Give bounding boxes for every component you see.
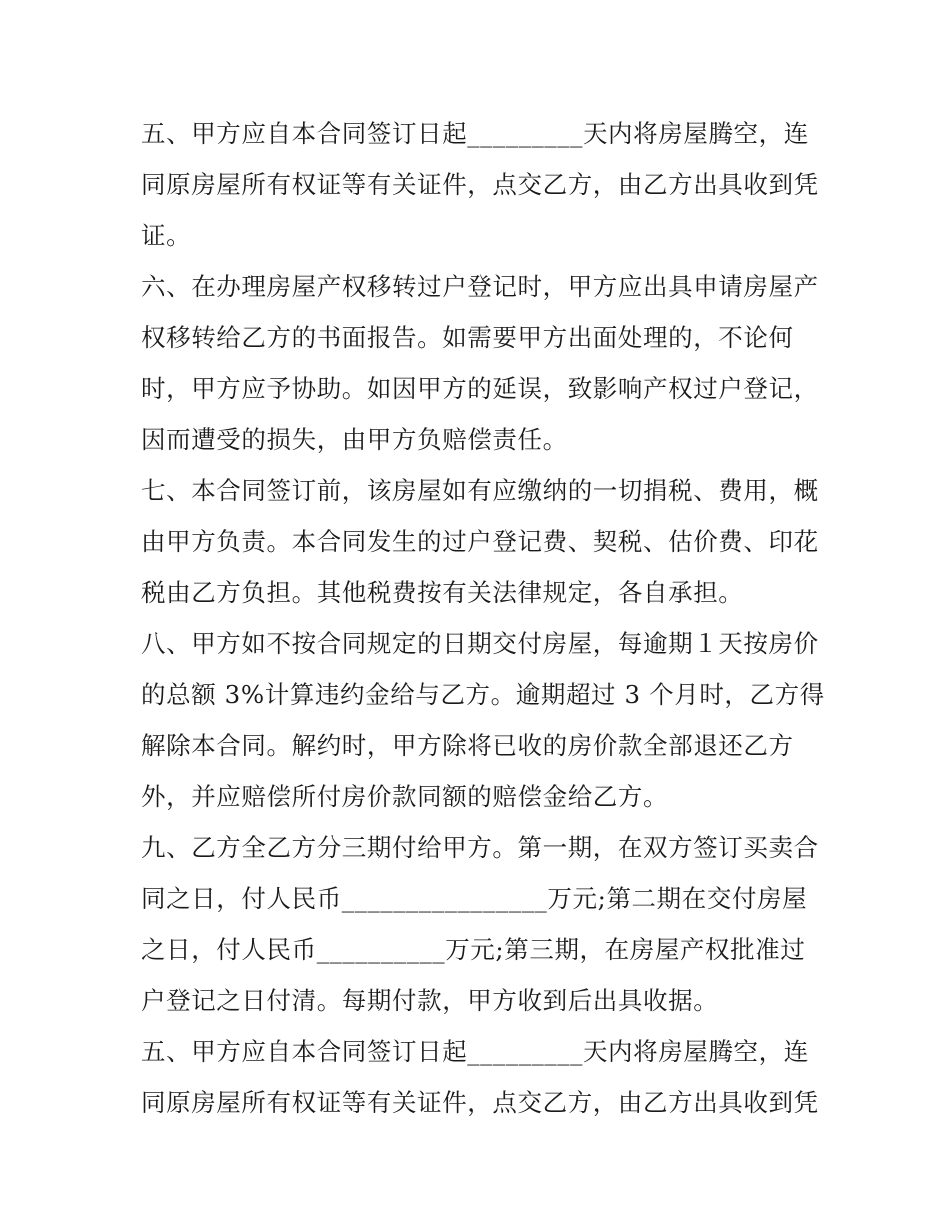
text-line: 解除本合同。解约时，甲方除将已收的房价款全部退还乙方	[141, 731, 794, 760]
text-line: 五、甲方应自本合同签订日起_________天内将房屋腾空，连	[141, 1037, 809, 1066]
text-line: 同之日，付人民币________________万元;第二期在交付房屋	[141, 884, 808, 913]
text-line: 五、甲方应自本合同签订日起_________天内将房屋腾空，连	[141, 119, 809, 148]
text-line: 因而遭受的损失，由甲方负赔偿责任。	[141, 425, 568, 454]
text-line: 权移转给乙方的书面报告。如需要甲方出面处理的，不论何	[141, 323, 794, 352]
text-line: 证。	[141, 221, 192, 250]
text-line: 时，甲方应予协助。如因甲方的延误，致影响产权过户登记，	[141, 374, 819, 403]
text-line: 同原房屋所有权证等有关证件，点交乙方，由乙方出具收到凭	[141, 170, 819, 199]
text-line: 八、甲方如不按合同规定的日期交付房屋，每逾期１天按房价	[141, 629, 819, 658]
text-line: 外，并应赔偿所付房价款同额的赔偿金给乙方。	[141, 782, 669, 811]
text-line: 之日，付人民币__________万元;第三期，在房屋产权批准过	[141, 935, 806, 964]
text-line: 户登记之日付清。每期付款，甲方收到后出具收据。	[141, 986, 719, 1015]
text-line: 由甲方负责。本合同发生的过户登记费、契税、估价费、印花	[141, 527, 819, 556]
text-line: 九、乙方全乙方分三期付给甲方。第一期，在双方签订买卖合	[141, 833, 819, 862]
text-line: 同原房屋所有权证等有关证件，点交乙方，由乙方出具收到凭	[141, 1088, 819, 1117]
text-line: 的总额 3%计算违约金给与乙方。逾期超过 3 个月时，乙方得	[141, 680, 825, 709]
contract-text	[141, 108, 825, 1128]
text-line: 七、本合同签订前，该房屋如有应缴纳的一切捐税、费用，概	[141, 476, 819, 505]
text-line: 六、在办理房屋产权移转过户登记时，甲方应出具申请房屋产	[141, 272, 819, 301]
text-line: 税由乙方负担。其他税费按有关法律规定，各自承担。	[141, 578, 744, 607]
